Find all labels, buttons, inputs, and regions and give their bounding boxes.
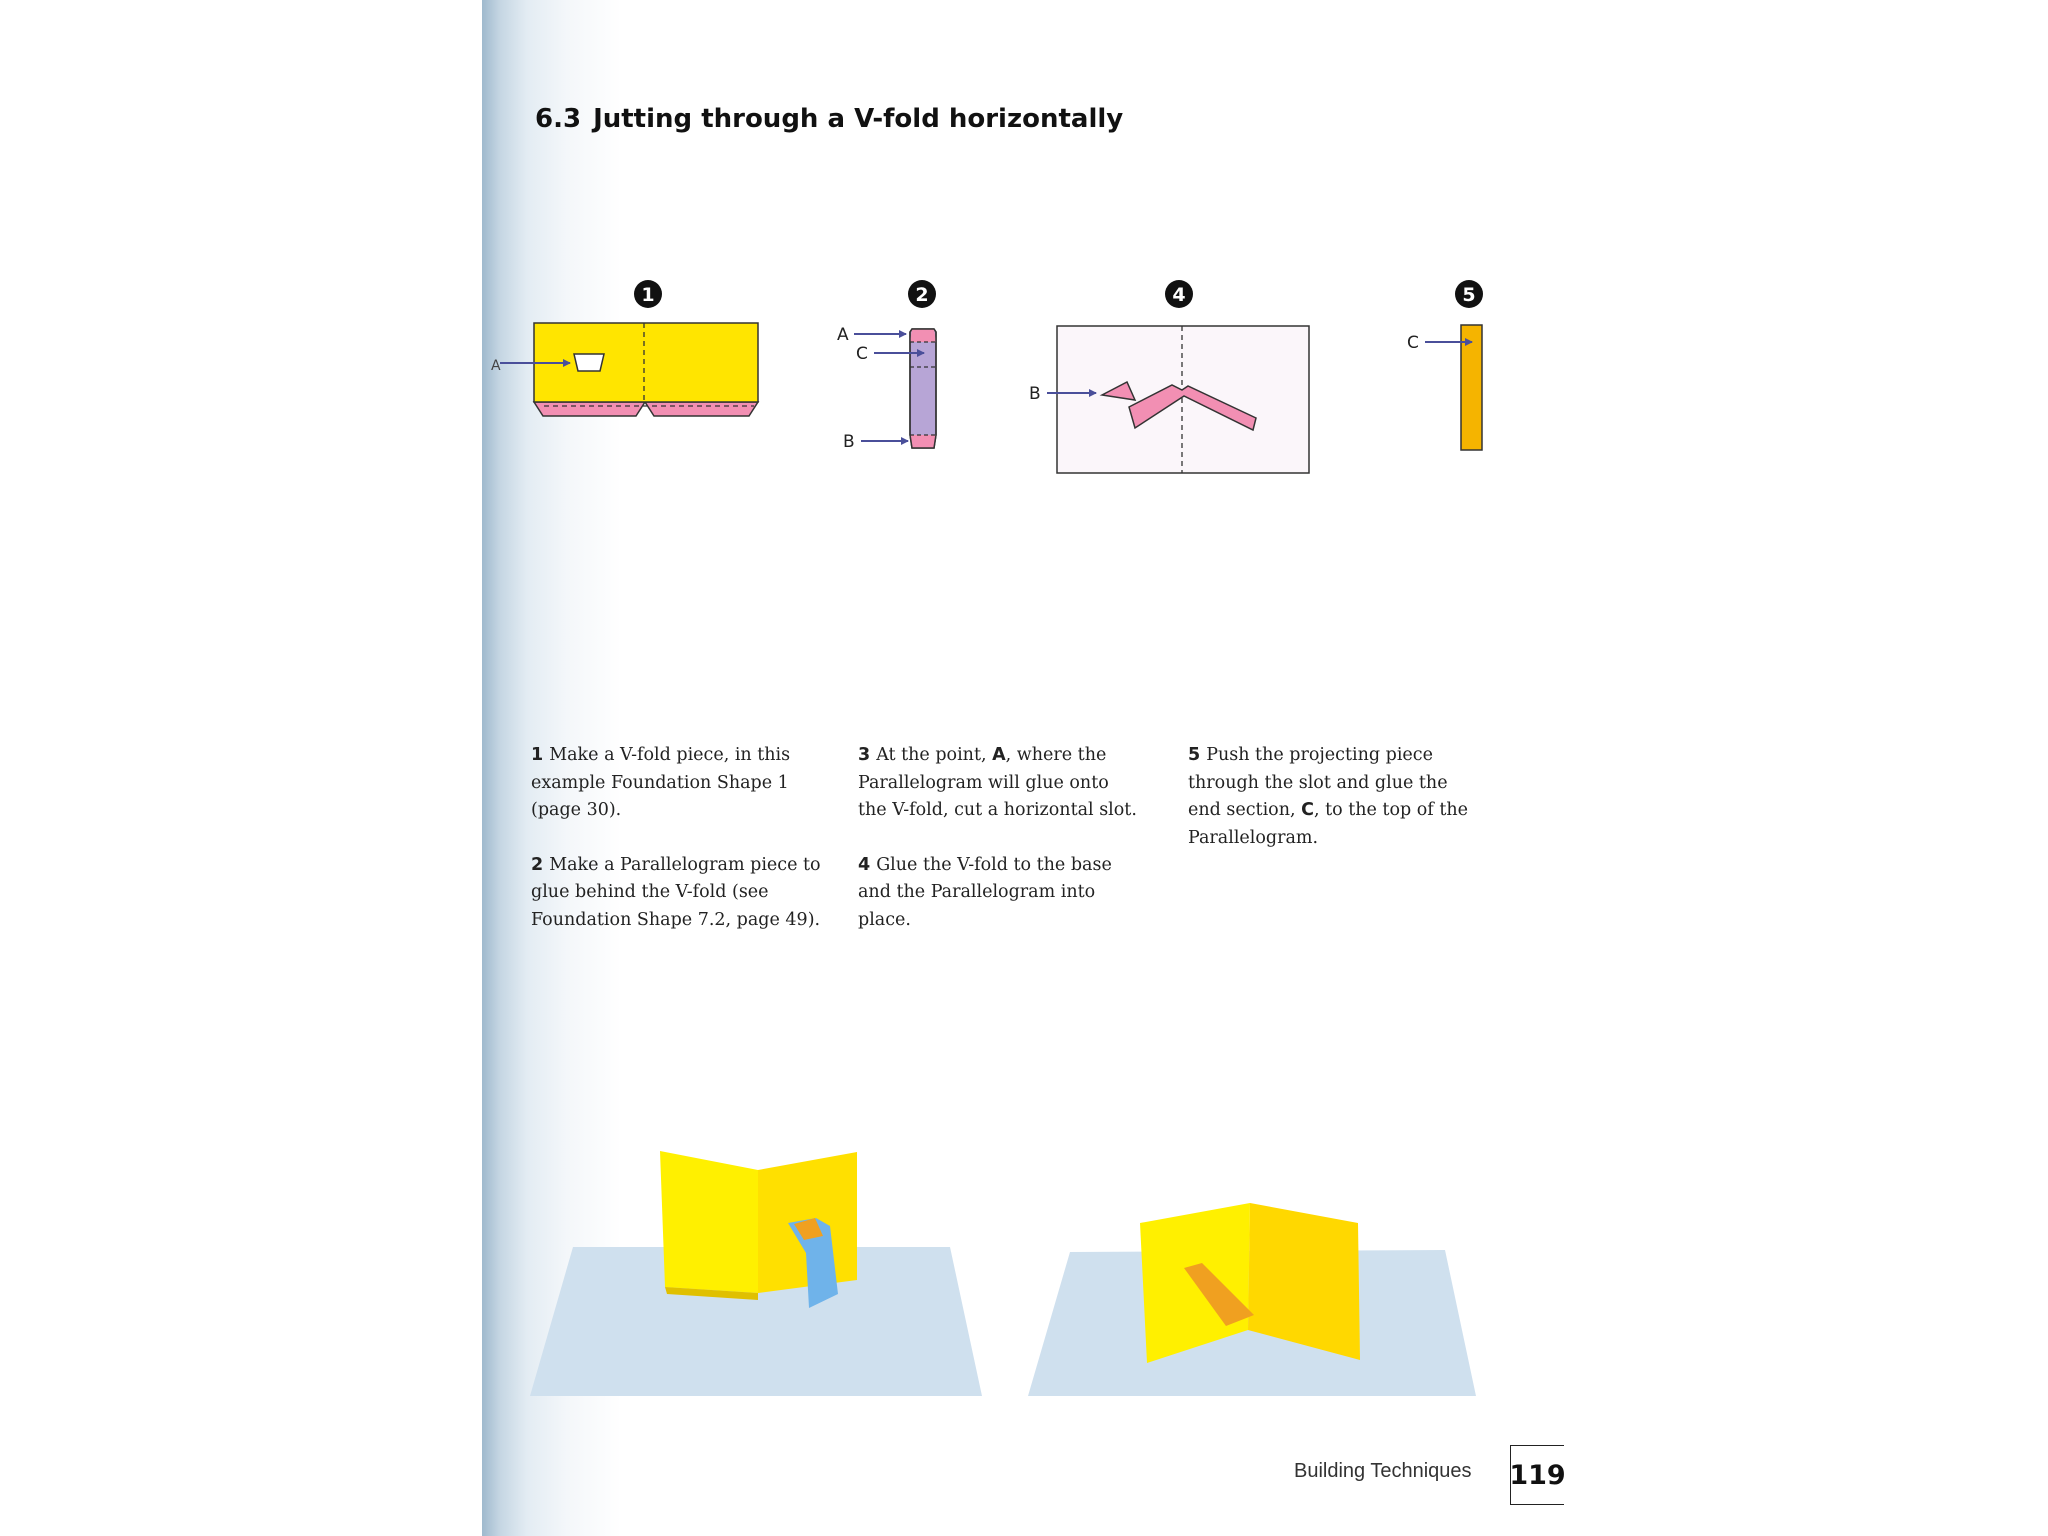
diagram-step-4: [1029, 280, 1309, 473]
step-diagrams: [482, 270, 1566, 480]
instruction-4-text: Glue the V-fold to the base and the Parallelogram into place.: [858, 854, 1112, 930]
instruction-3-number: 3: [858, 745, 871, 765]
instruction-step-1: [531, 742, 821, 825]
instruction-step-4: [858, 852, 1138, 935]
step-badge-2-number: 2: [915, 284, 929, 306]
step-badge-1-number: 1: [641, 284, 655, 306]
instructions-column-2: [858, 742, 1138, 961]
instruction-2-number: 2: [531, 854, 544, 875]
photo1-left-panel: [660, 1151, 758, 1293]
label-b-step4: B: [1029, 384, 1041, 404]
diagram-step-1: [491, 280, 758, 416]
section-number: 6.3: [535, 104, 582, 134]
label-a-step1: A: [491, 358, 501, 374]
strip-top-tab: [910, 329, 936, 342]
instruction-1-text: Make a V-fold piece, in this example Foundation Shape 1 (page 30).: [531, 745, 791, 820]
photo-model-front: [530, 1151, 982, 1396]
instruction-5-mark: C: [1301, 800, 1314, 820]
step-badge-5-number: 5: [1462, 284, 1476, 306]
running-footer: Building Techniques: [1294, 1460, 1472, 1482]
base-card: [1057, 326, 1309, 473]
label-c-step5: C: [1407, 333, 1419, 353]
instructions-column-1: [531, 742, 821, 961]
page-number: 119: [1510, 1445, 1564, 1505]
instruction-step-3: [858, 742, 1138, 825]
slot-shape: [574, 354, 604, 371]
instruction-5-text-a: Push the projecting piece through the slot and glue the end section,: [1188, 745, 1448, 820]
parallelogram-strip: [910, 329, 936, 448]
strip-bottom-tab: [910, 435, 936, 448]
instruction-3-mark: A: [992, 745, 1006, 765]
end-section-strip: [1461, 325, 1482, 450]
instruction-3-text-a: At the point,: [876, 745, 993, 765]
model-photos: [482, 1130, 1566, 1410]
vfold-glue-tab: [534, 402, 758, 416]
instruction-1-number: 1: [531, 745, 544, 765]
section-title: [535, 104, 1123, 134]
section-title-text: Jutting through a V-fold horizontally: [593, 104, 1124, 134]
instruction-step-5: [1188, 742, 1468, 852]
instructions-column-3: [1188, 742, 1468, 879]
photo-model-side: [1028, 1203, 1476, 1396]
instruction-3-text-b: , where the Parallelogram will glue onto the V-fold, cut a horizontal slot.: [858, 745, 1137, 820]
instruction-4-number: 4: [858, 854, 871, 875]
instruction-5-text-b: , to the top of the Parallelogram.: [1188, 800, 1468, 848]
diagram-step-2: [837, 280, 936, 452]
instruction-2-text: Make a Parallelogram piece to glue behind the V-fold (see Foundation Shape 7.2, page 49).: [531, 854, 821, 930]
instruction-step-2: [531, 852, 821, 935]
label-b-step2: B: [843, 432, 855, 452]
instruction-5-number: 5: [1188, 745, 1201, 765]
step-badge-4-number: 4: [1172, 284, 1186, 306]
label-a-step2: A: [837, 325, 849, 345]
label-c-step2: C: [856, 344, 868, 364]
diagram-step-5: [1407, 280, 1483, 450]
